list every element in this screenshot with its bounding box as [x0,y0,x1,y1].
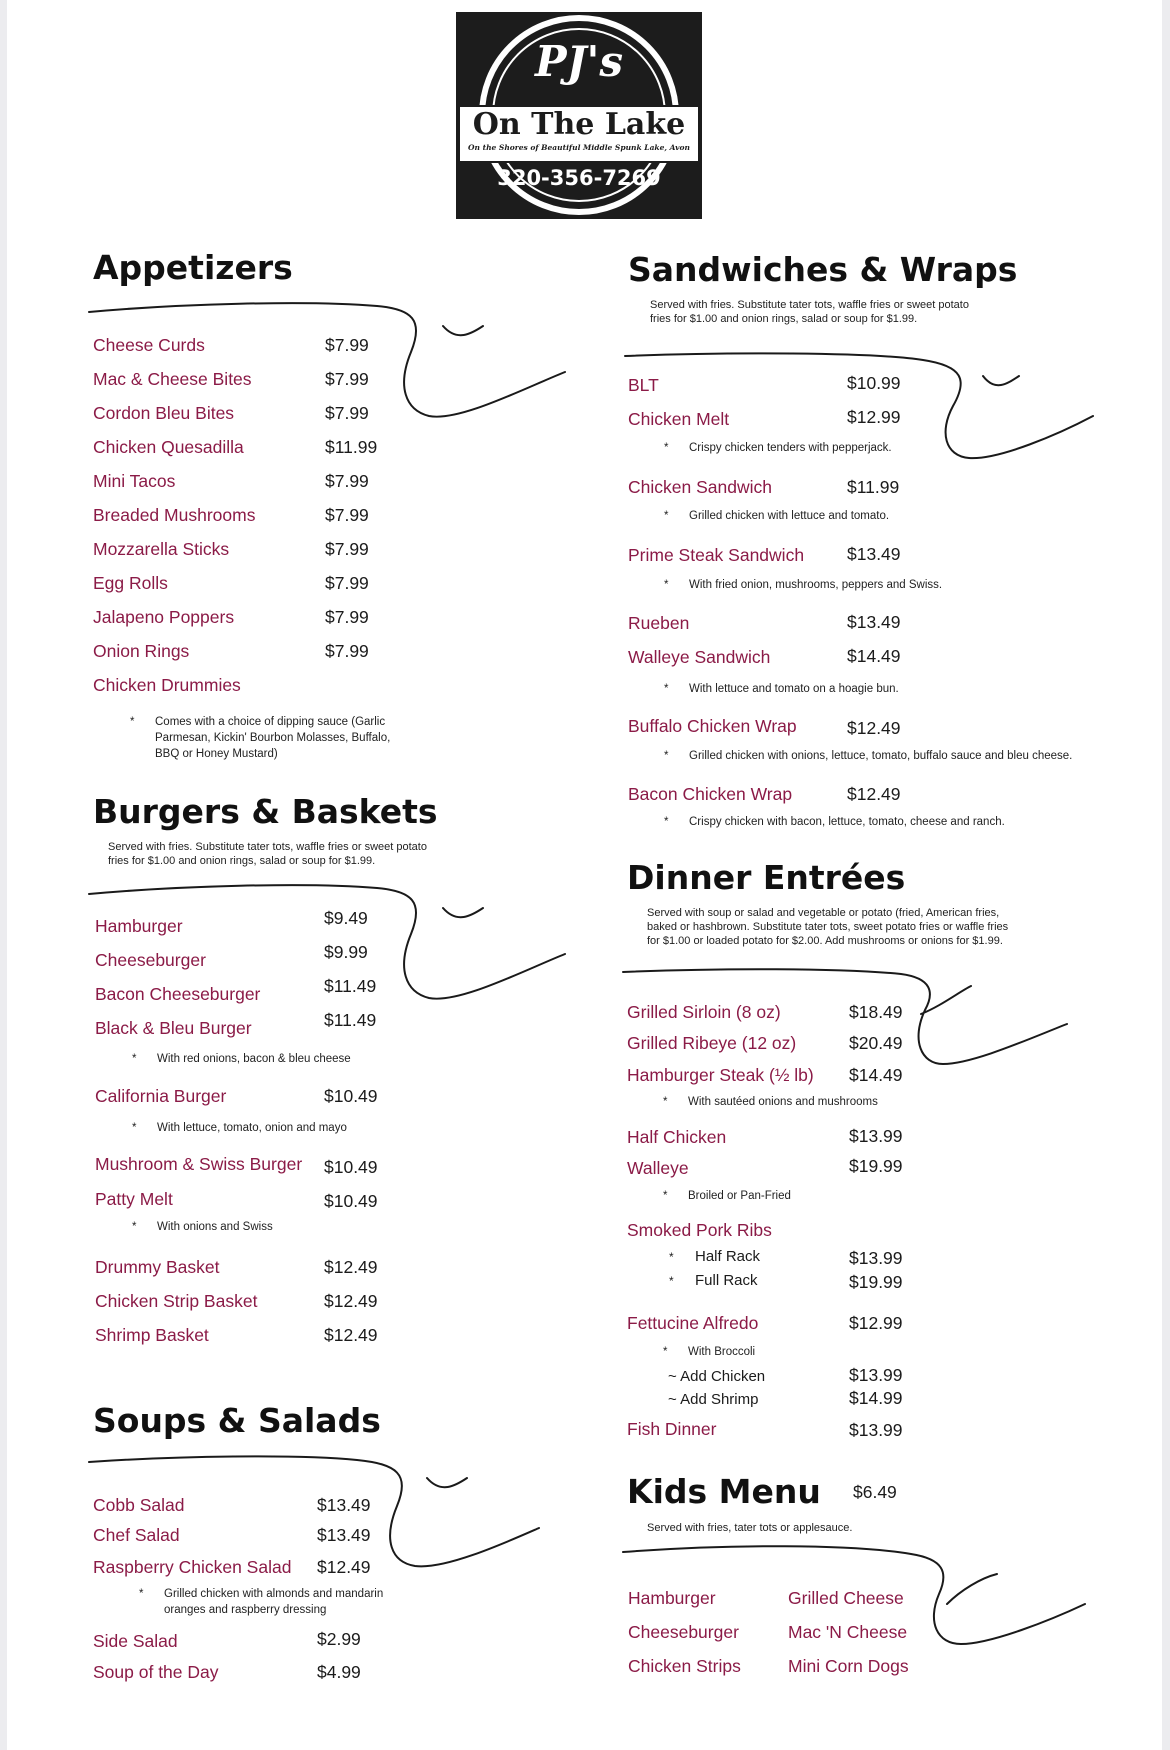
note-line: Parmesan, Kickin' Bourbon Molasses, Buffalo, [155,732,391,744]
menu-item-name: Chicken Drummies [93,675,241,695]
menu-item-name: Cordon Bleu Bites [93,403,235,423]
menu-item-name: Buffalo Chicken Wrap [628,716,797,736]
menu-item-name: Walleye Sandwich [628,647,771,667]
menu-item-price: $11.49 [324,1010,377,1030]
menu-item-name: Soup of the Day [93,1662,219,1682]
note-text: Grilled chicken with onions, lettuce, tomato, buffalo sauce and bleu cheese. [689,750,1073,762]
kids-item: Cheeseburger [628,1622,739,1642]
soups-heading: Soups & Salads [93,1401,381,1440]
menu-item-name: Prime Steak Sandwich [628,545,805,565]
menu-item-price: $9.99 [324,942,368,962]
menu-item-price: $4.99 [317,1662,361,1682]
menu-item-price: $10.49 [324,1191,378,1211]
note-text: With fried onion, mushrooms, peppers and Swiss. [689,579,943,591]
menu-item-price: $14.49 [847,646,901,666]
item-note: * Comes with a choice of dipping sauce (Garlic Parmesan, Kickin' Bourbon Molasses, Buffalo, BBQ or Honey Mustard) [130,716,391,760]
menu-item-price: $7.99 [325,369,369,389]
logo-script: PJ's [535,37,623,86]
menu-item-price: $7.99 [325,539,369,559]
note-text: Crispy chicken tenders with pepperjack. [689,442,892,454]
menu-item-name: Mini Tacos [93,471,176,491]
logo-band [458,105,700,163]
note-line: Grilled chicken with almonds and mandarin [164,1588,384,1600]
item-note: * Grilled chicken with onions, lettuce, tomato, buffalo sauce and bleu cheese. [664,750,1073,762]
item-note: * With lettuce and tomato on a hoagie bun. [664,683,899,695]
item-note: * Broiled or Pan-Fried [663,1190,791,1202]
menu-item-name: Breaded Mushrooms [93,505,256,525]
menu-item-price: $12.99 [849,1313,903,1333]
menu-item-price: $2.99 [317,1629,361,1649]
menu-item-price: $7.99 [325,505,369,525]
menu-item-price: $12.49 [847,784,901,804]
menu-item-price: $11.99 [847,477,900,497]
menu-item-price: $20.49 [849,1033,903,1053]
menu-item-price: $12.49 [847,718,901,738]
addon-price: $13.99 [849,1365,903,1385]
menu-item-price: $7.99 [325,335,369,355]
item-note: * With sautéed onions and mushrooms [663,1096,878,1108]
item-note: * Crispy chicken tenders with pepperjack. [664,442,892,454]
menu-item-price: $13.99 [849,1126,903,1146]
item-note: * With lettuce, tomato, onion and mayo [132,1122,347,1134]
restaurant-logo [456,12,702,219]
item-note: * Crispy chicken with bacon, lettuce, tomato, cheese and ranch. [664,816,1005,828]
menu-item-name: Walleye [627,1158,689,1178]
menu-item-name: Egg Rolls [93,573,168,593]
menu-item-price: $11.99 [325,437,378,457]
intro-line: baked or hashbrown. Substitute tater tots, sweet potato fries or waffle fries [647,921,1009,933]
item-note: * With onions and Swiss [132,1221,273,1233]
kids-intro: Served with fries, tater tots or applesauce. [647,1522,853,1534]
menu-item-name: California Burger [95,1086,227,1106]
note-text: With lettuce, tomato, onion and mayo [157,1122,347,1134]
note-text: Crispy chicken with bacon, lettuce, tomato, cheese and ranch. [689,816,1005,828]
menu-item-name: Shrimp Basket [95,1325,209,1345]
menu-item-name: Chef Salad [93,1525,180,1545]
burgers-intro [108,840,427,868]
rib-option: * Half Rack [669,1248,761,1265]
kids-item: Chicken Strips [628,1656,741,1676]
menu-item-price: $7.99 [325,641,369,661]
sandwiches-heading: Sandwiches & Wraps [628,250,1018,289]
menu-item-name: Black & Bleu Burger [95,1018,252,1038]
note-text: With onions and Swiss [157,1221,273,1233]
addon-option: ~ Add Chicken [668,1368,766,1385]
menu-item-name: Mozzarella Sticks [93,539,230,559]
note-line: oranges and raspberry dressing [164,1604,327,1616]
rib-option-price: $13.99 [849,1248,903,1268]
note-text: Broiled or Pan-Fried [688,1190,791,1202]
burgers-heading: Burgers & Baskets [93,792,438,831]
menu-item-name: Cheese Curds [93,335,205,355]
menu-item-name: Onion Rings [93,641,190,661]
item-note: * With red onions, bacon & bleu cheese [132,1053,351,1065]
menu-item-name: Hamburger [95,916,183,936]
menu-item-price: $13.49 [317,1525,371,1545]
menu-item-name: Rueben [628,613,690,633]
menu-item-name: BLT [628,375,659,395]
menu-item-price: $12.49 [324,1257,378,1277]
menu-item-name: Mac & Cheese Bites [93,369,252,389]
logo-phone: 320-356-7269 [497,166,661,190]
menu-item-name: Grilled Ribeye (12 oz) [627,1033,797,1053]
item-note: * Grilled chicken with lettuce and tomato. [664,510,890,522]
intro-line: for $1.00 or loaded potato for $2.00. Add mushrooms or onions for $1.99. [647,935,1003,947]
addon-option: ~ Add Shrimp [668,1391,759,1408]
menu-item-price: $10.49 [324,1157,378,1177]
menu-item-price: $13.49 [847,612,901,632]
menu-item-name: Side Salad [93,1631,178,1651]
item-note: * Grilled chicken with almonds and mandarin oranges and raspberry dressing [139,1588,384,1616]
intro-line: Served with soup or salad and vegetable or potato (fried, American fries, [647,907,1000,919]
menu-item-name: Patty Melt [95,1189,173,1209]
menu-item-name: Bacon Chicken Wrap [628,784,793,804]
dinner-divider-swirl [621,968,1081,1078]
item-note: * With Broccoli [663,1346,756,1358]
intro-line: fries for $1.00 and onion rings, salad or soup for $1.99. [108,855,376,867]
menu-item-price: $10.49 [324,1086,378,1106]
menu-item-price: $7.99 [325,607,369,627]
note-line: BBQ or Honey Mustard) [155,748,278,760]
menu-item-price: $12.49 [324,1291,378,1311]
menu-item-name: Jalapeno Poppers [93,607,235,627]
menu-item-price: $14.49 [849,1065,903,1085]
rib-option: * Full Rack [669,1272,758,1289]
kids-price: $6.49 [853,1482,897,1502]
menu-item-name: Chicken Strip Basket [95,1291,258,1311]
menu-item-price: $13.99 [849,1420,903,1440]
menu-item-name: Fettucine Alfredo [627,1313,759,1333]
dinner-heading: Dinner Entrées [627,858,906,897]
note-text: With lettuce and tomato on a hoagie bun. [689,683,899,695]
sandwiches-intro [650,298,969,326]
menu-item-price: $11.49 [324,976,377,996]
note-line: Comes with a choice of dipping sauce (Garlic [155,716,386,728]
logo-name: On The Lake [472,107,686,142]
menu-item-name: Drummy Basket [95,1257,220,1277]
menu-item-price: $12.99 [847,407,901,427]
menu-item-price: $12.49 [317,1557,371,1577]
menu-item-name: Half Chicken [627,1127,727,1147]
menu-item-price: $18.49 [849,1002,903,1022]
kids-item: Mini Corn Dogs [788,1656,909,1676]
menu-item-price: $7.99 [325,573,369,593]
menu-item-name: Hamburger Steak (½ lb) [627,1065,814,1085]
rib-option-label: Full Rack [695,1272,758,1289]
dinner-intro [647,906,1008,948]
menu-item-price: $12.49 [324,1325,378,1345]
menu-item-name: Raspberry Chicken Salad [93,1557,292,1577]
addon-price: $14.99 [849,1388,903,1408]
menu-item-price: $7.99 [325,471,369,491]
menu-item-name: Chicken Quesadilla [93,437,244,457]
menu-item-name: Cobb Salad [93,1495,185,1515]
menu-item-price: $13.49 [317,1495,371,1515]
menu-item-name: Grilled Sirloin (8 oz) [627,1002,781,1022]
rib-option-label: Half Rack [695,1248,761,1265]
kids-item: Hamburger [628,1588,716,1608]
note-text: With sautéed onions and mushrooms [688,1096,878,1108]
kids-item: Mac 'N Cheese [788,1622,908,1642]
intro-line: Served with fries. Substitute tater tots, waffle fries or sweet potato [108,841,427,853]
note-text: With Broccoli [688,1346,756,1358]
note-text: With red onions, bacon & bleu cheese [157,1053,351,1065]
menu-item-name: Smoked Pork Ribs [627,1220,772,1240]
intro-line: fries for $1.00 and onion rings, salad or soup for $1.99. [650,313,918,325]
rib-option-price: $19.99 [849,1272,903,1292]
kids-item: Grilled Cheese [788,1588,904,1608]
note-text: Grilled chicken with lettuce and tomato. [689,510,890,522]
menu-item-price: $13.49 [847,544,901,564]
menu-item-price: $19.99 [849,1156,903,1176]
menu-item-name: Mushroom & Swiss Burger [95,1154,303,1174]
kids-heading: Kids Menu [627,1472,821,1511]
logo-tagline: On the Shores of Beautiful Middle Spunk Lake, Avon [468,143,690,152]
menu-item-name: Cheeseburger [95,950,206,970]
menu-item-name: Fish Dinner [627,1419,717,1439]
intro-line: Served with fries. Substitute tater tots, waffle fries or sweet potato [650,299,969,311]
menu-item-name: Chicken Sandwich [628,477,772,497]
menu-item-price: $9.49 [324,908,368,928]
menu-item-name: Chicken Melt [628,409,730,429]
menu-page [7,0,1162,1750]
appetizers-heading: Appetizers [93,248,293,287]
menu-item-name: Bacon Cheeseburger [95,984,261,1004]
menu-item-price: $10.99 [847,373,901,393]
item-note: * With fried onion, mushrooms, peppers and Swiss. [664,579,943,591]
menu-item-price: $7.99 [325,403,369,423]
